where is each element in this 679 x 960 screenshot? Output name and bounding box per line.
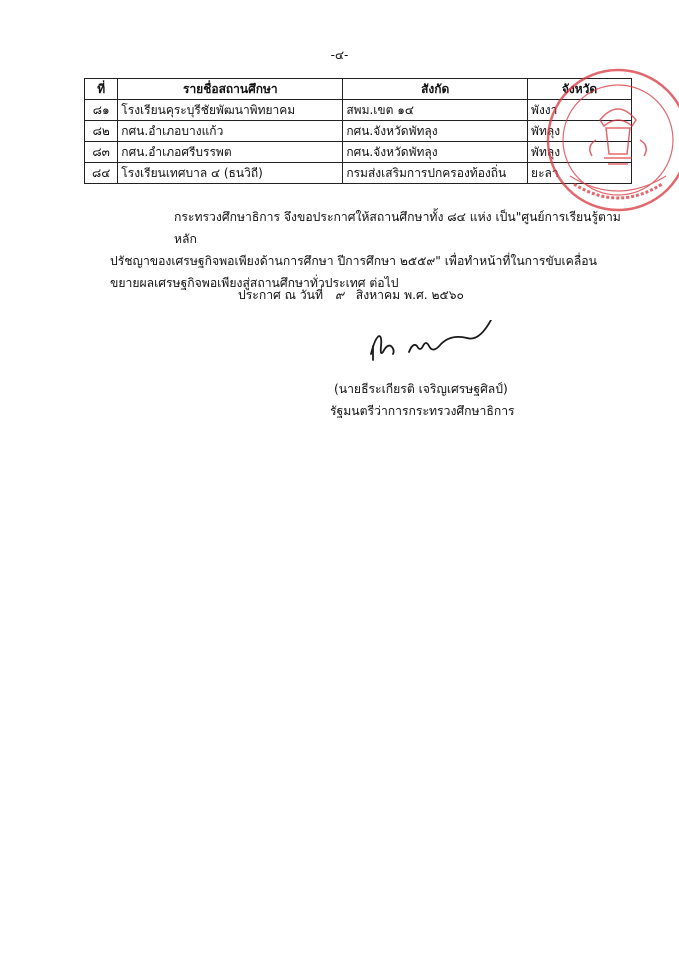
header-affiliation: สังกัด — [343, 79, 528, 100]
cell-name: โรงเรียนคุระบุรีชัยพัฒนาพิทยาคม — [118, 100, 343, 121]
cell-province: พัทลุง — [528, 121, 632, 142]
page-number: -๔- — [330, 48, 349, 62]
header-no: ที่ — [85, 79, 118, 100]
handwritten-signature — [365, 320, 505, 370]
cell-province: พัทลุง — [528, 142, 632, 163]
cell-affiliation: สพม.เขต ๑๔ — [343, 100, 528, 121]
cell-no: ๘๒ — [85, 121, 118, 142]
cell-affiliation: กศน.จังหวัดพัทลุง — [343, 142, 528, 163]
cell-affiliation: กศน.จังหวัดพัทลุง — [343, 121, 528, 142]
cell-name: กศน.อำเภอศรีบรรพต — [118, 142, 343, 163]
paragraph-line: ขยายผลเศรษฐกิจพอเพียงสู่สถานศึกษาทั่วประเทศ ต่อไป — [110, 276, 399, 290]
cell-name: โรงเรียนเทศบาล ๔ (ธนวิถี) — [118, 163, 343, 184]
date-day: ๙ — [334, 288, 344, 302]
cell-no: ๘๔ — [85, 163, 118, 184]
header-name: รายชื่อสถานศึกษา — [118, 79, 343, 100]
ministry-seal-icon — [540, 58, 679, 220]
signer-position: รัฐมนตรีว่าการกระทรวงศึกษาธิการ — [330, 404, 515, 418]
cell-no: ๘๑ — [85, 100, 118, 121]
paragraph-line: กระทรวงศึกษาธิการ จึงขอประกาศให้สถานศึกษาทั้ง ๘๔ แห่ง เป็น"ศูนย์การเรียนรู้ตามหลัก — [174, 210, 621, 246]
cell-name: กศน.อำเภอบางแก้ว — [118, 121, 343, 142]
cell-province: ยะลา — [528, 163, 632, 184]
cell-province: พังงา — [528, 100, 632, 121]
signer-block — [330, 378, 515, 422]
announcement-date — [238, 286, 464, 305]
announcement-paragraph — [110, 206, 640, 294]
date-prefix: ประกาศ ณ วันที่ — [238, 288, 324, 302]
signer-name: (นายธีระเกียรติ เจริญเศรษฐศิลป์) — [334, 382, 508, 396]
paragraph-line: ปรัชญาของเศรษฐกิจพอเพียงด้านการศึกษา ปีการศึกษา ๒๕๕๙" เพื่อทำหน้าที่ในการขับเคลื่อน — [110, 254, 597, 268]
cell-no: ๘๓ — [85, 142, 118, 163]
header-province: จังหวัด — [528, 79, 632, 100]
cell-affiliation: กรมส่งเสริมการปกครองท้องถิ่น — [343, 163, 528, 184]
date-suffix: สิงหาคม พ.ศ. ๒๕๖๐ — [355, 288, 464, 302]
